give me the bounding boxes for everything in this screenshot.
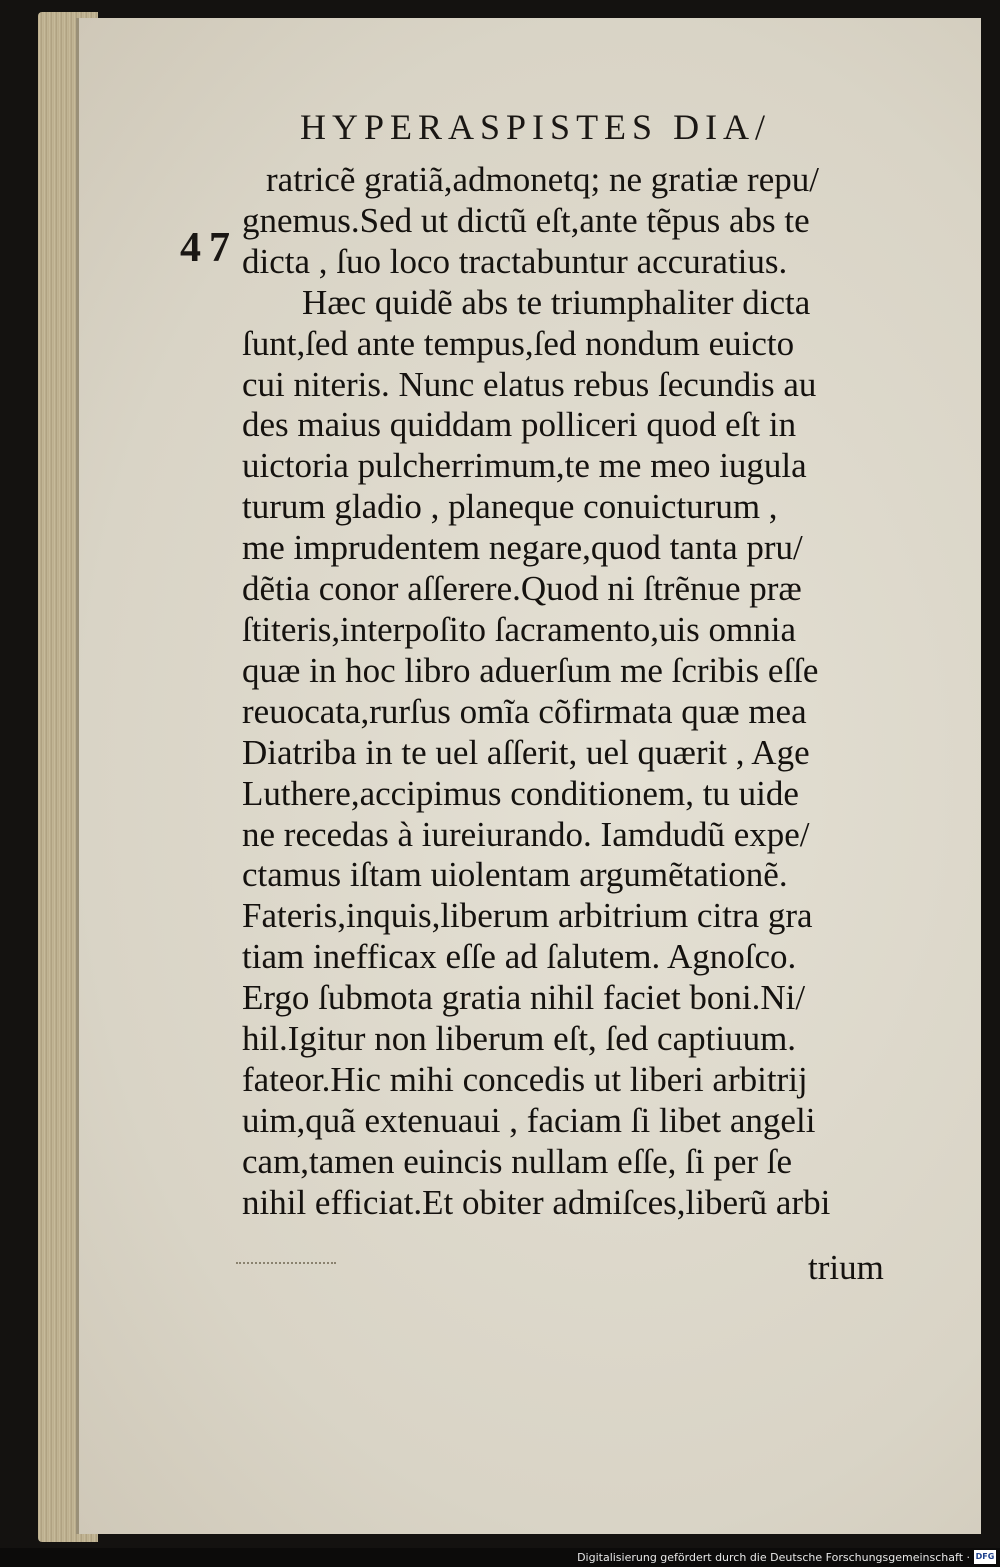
text-line: dicta , ſuo loco tractabuntur accuratius. <box>242 241 788 281</box>
catchword: trium <box>808 1248 884 1287</box>
text-line: ſtiteris,interpoſito ſacramento,uis omnia <box>242 609 797 649</box>
text-line: Hæc quidẽ abs te triumphaliter dicta <box>302 282 811 322</box>
text-line: uictoria pulcherrimum,te me meo iugula <box>242 446 807 486</box>
funding-credit: Digitalisierung gefördert durch die Deutsche Forschungsgemeinschaft · <box>577 1551 970 1564</box>
bleed-through-marks <box>236 1262 336 1268</box>
text-line: tiam inefficax eſſe ad ſalutem. Agnoſco. <box>242 937 797 977</box>
text-line: ratricẽ gratiã,admonetq; ne gratiæ repu/ <box>266 160 819 199</box>
text-line: nihil efficiat.Et obiter admiſces,liberũ arbi <box>242 1182 831 1222</box>
text-line: Ergo ſubmota gratia nihil faciet boni.Ni/ <box>242 978 806 1018</box>
text-line: fateor.Hic mihi concedis ut liberi arbitrij <box>242 1059 808 1099</box>
text-line: me imprudentem negare,quod tanta pru/ <box>242 528 803 568</box>
text-line: dẽtia conor aſſerere.Quod ni ſtrẽnue præ <box>242 569 802 609</box>
text-line: quæ in hoc libro aduerſum me ſcribis eſſe <box>242 650 819 690</box>
running-head: HYPERASPISTES DIA/ <box>300 107 772 147</box>
text-line: ſunt,ſed ante tempus,ſed nondum euicto <box>242 323 795 363</box>
text-line: des maius quiddam polliceri quod eſt in <box>242 405 797 445</box>
text-line: Luthere,accipimus conditionem, tu uide <box>242 773 799 813</box>
text-line: Fateris,inquis,liberum arbitrium citra gra <box>242 896 813 936</box>
text-line: ctamus iſtam uiolentam argumẽtationẽ. <box>242 855 788 895</box>
text-line: hil.Igitur non liberum eſt, ſed captiuum. <box>242 1019 797 1059</box>
folio-number: 47 <box>180 225 238 271</box>
text-line: Diatriba in te uel aſſerit, uel quærit , Age <box>242 732 810 772</box>
text-line: cui niteris. Nunc elatus rebus ſecundis au <box>242 364 817 404</box>
dfg-logo-icon: DFG <box>974 1550 996 1564</box>
text-line: uim,quã extenuaui , faciam ſi libet angeli <box>242 1100 816 1140</box>
text-line: ne recedas à iureiurando. Iamdudũ expe/ <box>242 814 810 854</box>
text-line: reuocata,rurſus omĩa cõfirmata quæ mea <box>242 691 807 731</box>
text-line: cam,tamen euincis nullam eſſe, ſi per ſe <box>242 1141 793 1181</box>
text-line: gnemus.Sed ut dictũ eſt,ante tẽpus abs te <box>242 200 810 240</box>
text-block <box>242 160 922 1224</box>
text-line: turum gladio , planeque conuicturum , <box>242 487 778 527</box>
